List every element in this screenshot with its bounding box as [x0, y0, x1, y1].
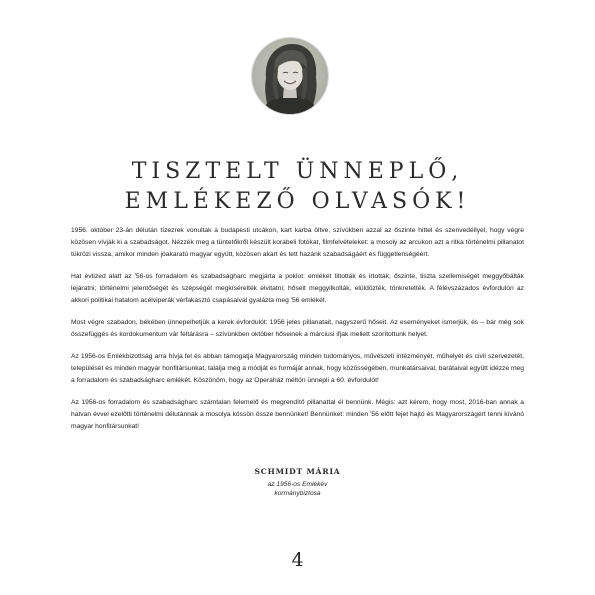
portrait-illustration	[252, 38, 328, 114]
paragraph: 1956. október 23-án délután tízezrek vonultak a budapesti utcákon, kart karba öltve, szívükben azzal az őszinte hittel és szenvedéllyel, hogy végre közösen vívják ki a szabadságot. Nézzék meg a tüntetőkről készült korabeli fotókat, filmfelvételeket: a mosoly az arcukon azt a ritka történelmi pillanatot tükrözi vissza, amikor minden jóakaratú magyar együtt, közösen akart és tett hazánk szabadságáért és függetlenségéért.	[71, 227, 524, 258]
signature-title-line-1: az 1956-os Emlékév	[267, 481, 328, 488]
portrait-photo	[252, 38, 328, 114]
paragraph: Hat évtized alatt az '56-os forradalom és szabadságharc megjárta a poklot: emlékét tiltották és irtották; őszinte, tiszta szellemiségét meggyőbálták lejáratni; történelmi jelentőségét és szépségét megkísérelték elvitatni; hőseit meggyilkolták, elüldözték, tönkretették. A félévszázados évfordulón az akkori politikai hatalom acélviperák vérfakasztó csapásaival gyalázta meg '56 emlékét.	[71, 273, 524, 304]
page-title-line-1: TISZTELT ÜNNEPLŐ,	[131, 159, 464, 184]
paragraph: Az 1956-os Emlékbizottság arra hívja fel és abban támogatja Magyarország minden tudományos, művészeti intézményét, műhelyét és civil szervezetét, települését és minden magyar honfitársunkat, találja meg a módját és formáját annak, hogy közösségében, munkatársaival, barátaival együtt idézze meg a forradalom és szabadságharc emlékét. Köszönöm, hogy az Operaház méltón ünnepli a 60. évfordulót!	[71, 353, 524, 384]
page-number: 4	[291, 549, 304, 571]
signature-name: SCHMIDT MÁRIA	[254, 467, 341, 476]
paragraph: Most végre szabadon, békében ünnepelhetjük a kerek évfordulót: 1956 jeles pillanatait, nagyszerű hőseit. Az eseményeket ismerjük, és – bár még sok összefüggés és kordokumentum vár feltárásra – szívünkben október hőseinek a márciusi ifjak mellett szorítottunk helyet.	[71, 319, 524, 338]
paragraph: Az 1956-os forradalom és szabadságharc számtalan felemelő és megrendítő pillanattal él bennünk. Mégis: azt kérem, hogy most, 2016-ban annak a hatvan évvel ezelőtti történelmi délutánnak a mosolya kössön össze bennünket! Bennünket: minden '56 előtt fejet hajtó és Magyarországért tenni kívánó magyar honfitársunkat!	[71, 399, 524, 430]
page-title-line-2: EMLÉKEZŐ OLVASÓK!	[124, 189, 471, 214]
letter-body	[71, 225, 524, 443]
signature-title-line-2: kormánybiztosa	[274, 490, 321, 497]
